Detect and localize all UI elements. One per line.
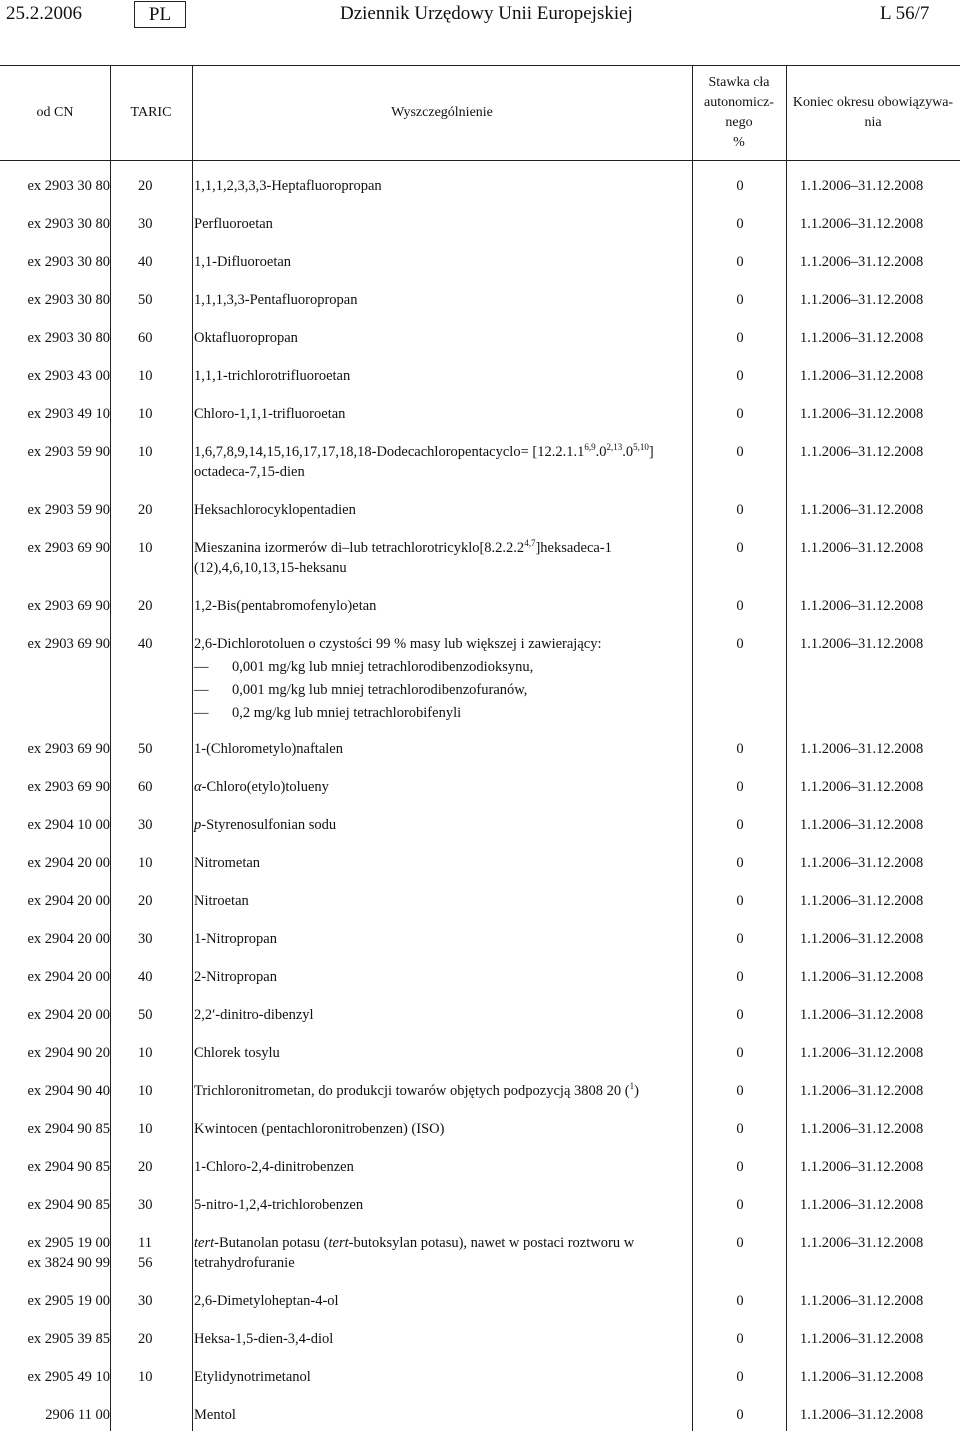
validity-period: 1.1.2006–31.12.2008 [800,292,924,308]
validity-period: 1.1.2006–31.12.2008 [800,406,924,422]
taric-code [138,967,168,987]
publication-date: 25.2.2006 [6,3,82,24]
description-line: Kwintocen (pentachloronitrobenzen) (ISO) [194,1121,445,1137]
description [194,1329,674,1349]
cn-code [0,739,110,759]
header-rate [692,66,786,160]
taric-code [138,538,168,558]
header-description: Wyszczególnienie [391,105,493,120]
description-line: Mieszanina izormerów di–lub tetrachlorotricyklo[8.2.2.2$^{4,7}$]heksadeca-1 [194,538,612,556]
description [194,891,674,911]
header-cn: od CN [36,105,74,120]
description-line: p-Styrenosulfonian sodu [194,817,337,833]
validity-period: 1.1.2006–31.12.2008 [800,1407,924,1423]
description-line: 1,1-Difluoroetan [194,254,292,270]
validity-period: 1.1.2006–31.12.2008 [800,779,924,795]
description [194,853,674,873]
cn-code [0,1081,110,1101]
taric-code [138,1367,168,1387]
superscript: 2,13 [606,442,623,453]
dash-item: — 0,001 mg/kg lub mniej tetrachlorodibenzodioksynu, [194,657,674,677]
taric-code-line: 10 [138,855,153,871]
table-body [0,159,960,1431]
cn-code [0,500,110,520]
superscript: 6,9 [584,442,596,453]
validity-period: 1.1.2006–31.12.2008 [800,444,924,460]
taric-code-line: 10 [138,1121,153,1137]
taric-code-line: 30 [138,817,153,833]
taric-code-line: 60 [138,779,153,795]
cn-code [0,1233,110,1273]
description [194,538,674,578]
language-box: PL [134,1,186,28]
validity-period: 1.1.2006–31.12.2008 [800,893,924,909]
description [194,290,674,310]
taric-code [138,214,168,234]
duty-rate: 0 [736,540,744,556]
validity-period: 1.1.2006–31.12.2008 [800,741,924,757]
validity-period: 1.1.2006–31.12.2008 [800,1293,924,1309]
cn-code-line: ex 2904 90 40 [27,1083,110,1099]
page-header [0,0,960,32]
taric-code-line: 20 [138,893,153,909]
validity-period: 1.1.2006–31.12.2008 [800,969,924,985]
header-end-date [786,66,960,160]
duty-rate: 0 [736,368,744,384]
taric-code [138,853,168,873]
duty-rate: 0 [736,855,744,871]
duty-rate: 0 [736,1159,744,1175]
description [194,214,674,234]
taric-code-line: 40 [138,969,153,985]
header-rate-line: autonomicz- [704,95,774,110]
dash-item: — 0,2 mg/kg lub mniej tetrachlorobifenyli [194,703,674,723]
taric-code-line: 11 [138,1235,152,1251]
validity-period: 1.1.2006–31.12.2008 [800,817,924,833]
description-line: Mentol [194,1407,236,1423]
description [194,596,674,616]
page-number: L 56/7 [880,3,930,24]
validity-period: 1.1.2006–31.12.2008 [800,1007,924,1023]
description [194,252,674,272]
description-line: octadeca-7,15-dien [194,464,305,480]
duty-rate: 0 [736,1007,744,1023]
dash-item: — 0,001 mg/kg lub mniej tetrachlorodibenzofuranów, [194,680,674,700]
taric-code-line: 50 [138,1007,153,1023]
cn-code-line: ex 2905 19 00 [27,1293,110,1309]
taric-code-line: 50 [138,292,153,308]
duty-rate: 0 [736,931,744,947]
taric-code [138,739,168,759]
duty-rate: 0 [736,1083,744,1099]
taric-code-line: 40 [138,636,153,652]
italic-prefix: p [194,817,202,833]
cn-code-line: ex 2903 30 80 [27,216,110,232]
taric-code [138,1195,168,1215]
validity-period: 1.1.2006–31.12.2008 [800,855,924,871]
cn-code [0,366,110,386]
cn-code-line: ex 2903 59 90 [27,444,110,460]
duty-rate: 0 [736,1045,744,1061]
duty-rate: 0 [736,406,744,422]
cn-code [0,176,110,196]
cn-code [0,1157,110,1177]
duty-rate: 0 [736,254,744,270]
header-rate-line: % [733,135,745,150]
header-end-line: nia [864,115,882,130]
taric-code [138,1043,168,1063]
taric-code [138,1329,168,1349]
taric-code-line: 20 [138,598,153,614]
description-line: Chlorek tosylu [194,1045,280,1061]
header-rate-line: nego [725,115,753,130]
validity-period: 1.1.2006–31.12.2008 [800,931,924,947]
description [194,1291,674,1311]
duty-rate: 0 [736,598,744,614]
cn-code [0,1005,110,1025]
journal-title: Dziennik Urzędowy Unii Europejskiej [340,3,633,24]
duty-rate: 0 [736,1235,744,1251]
validity-period: 1.1.2006–31.12.2008 [800,502,924,518]
duty-rate: 0 [736,1369,744,1385]
cn-code [0,1329,110,1349]
description-line: 1,1,1,3,3-Pentafluoropropan [194,292,358,308]
taric-code-line: 20 [138,1331,153,1347]
taric-code-line: 30 [138,216,153,232]
cn-code [0,1119,110,1139]
taric-code [138,929,168,949]
taric-code [138,596,168,616]
cn-code [0,1195,110,1215]
cn-code-line: ex 2904 20 00 [27,893,110,909]
description [194,1195,674,1215]
validity-period: 1.1.2006–31.12.2008 [800,254,924,270]
cn-code [0,1043,110,1063]
description [194,1157,674,1177]
validity-period: 1.1.2006–31.12.2008 [800,636,924,652]
duty-rate: 0 [736,969,744,985]
description-line: 2,6-Dimetyloheptan-4-ol [194,1293,339,1309]
taric-code-line: 10 [138,1045,153,1061]
duty-rate: 0 [736,636,744,652]
taric-code [138,366,168,386]
cn-code-line: ex 2904 20 00 [27,969,110,985]
description [194,1081,674,1101]
column-divider [692,159,693,1431]
taric-code [138,1081,168,1101]
taric-code-line: 56 [138,1255,153,1271]
description [194,777,674,797]
cn-code-line: ex 2904 90 85 [27,1121,110,1137]
description [194,1119,674,1139]
footnote-ref: 1 [629,1081,635,1092]
taric-code-line: 30 [138,1293,153,1309]
taric-code [138,891,168,911]
superscript: 4,7 [524,538,536,549]
cn-code [0,634,110,654]
cn-code-line: ex 2905 19 00 [27,1235,110,1251]
taric-code-line: 40 [138,254,153,270]
validity-period: 1.1.2006–31.12.2008 [800,1235,924,1251]
description-line: 1-(Chlorometylo)naftalen [194,741,343,757]
taric-code-line: 10 [138,444,153,460]
description [194,1233,674,1273]
description-line: Heksachlorocyklopentadien [194,502,356,518]
header-end-line: Koniec okresu obowiązywa- [792,95,954,110]
italic-prefix: tert [328,1235,349,1251]
validity-period: 1.1.2006–31.12.2008 [800,598,924,614]
validity-period: 1.1.2006–31.12.2008 [800,330,924,346]
validity-period: 1.1.2006–31.12.2008 [800,1083,924,1099]
description-line: Heksa-1,5-dien-3,4-diol [194,1331,334,1347]
cn-code [0,777,110,797]
taric-code [138,328,168,348]
cn-code [0,1367,110,1387]
cn-code [0,290,110,310]
description-line: Chloro-1,1,1-trifluoroetan [194,406,346,422]
taric-code-line: 30 [138,1197,153,1213]
taric-code [138,1119,168,1139]
taric-code-line: 60 [138,330,153,346]
description-line: Nitrometan [194,855,261,871]
cn-code-line: ex 2905 39 85 [27,1331,110,1347]
taric-code-line: 10 [138,1083,153,1099]
description-line: tetrahydrofuranie [194,1255,295,1271]
cn-code-line: ex 2903 30 80 [27,292,110,308]
cn-code-line: ex 2903 69 90 [27,598,110,614]
table-header [0,65,960,161]
taric-code-line: 10 [138,406,153,422]
description-line: 5-nitro-1,2,4-trichlorobenzen [194,1197,364,1213]
cn-code-line: ex 2903 69 90 [27,636,110,652]
cn-code-line: ex 2903 43 00 [27,368,110,384]
description [194,815,674,835]
taric-code [138,1005,168,1025]
duty-rate: 0 [736,292,744,308]
validity-period: 1.1.2006–31.12.2008 [800,178,924,194]
description-line: 1-Nitropropan [194,931,277,947]
taric-code [138,176,168,196]
cn-code [0,1405,110,1425]
cn-code-line: ex 2904 90 20 [27,1045,110,1061]
cn-code-line: ex 2904 20 00 [27,931,110,947]
column-divider [192,159,193,1431]
taric-code [138,634,168,654]
validity-period: 1.1.2006–31.12.2008 [800,1331,924,1347]
description-line: 2,6-Dichlorotoluen o czystości 99 % masy lub większej i zawierający: [194,636,602,652]
taric-code [138,1233,168,1273]
cn-code [0,967,110,987]
cn-code-line: ex 2903 69 90 [27,741,110,757]
duty-rate: 0 [736,1331,744,1347]
validity-period: 1.1.2006–31.12.2008 [800,1369,924,1385]
taric-code [138,1157,168,1177]
duty-rate: 0 [736,330,744,346]
taric-code-line: 50 [138,741,153,757]
italic-prefix: tert [194,1235,215,1251]
validity-period: 1.1.2006–31.12.2008 [800,1197,924,1213]
description-line: 2-Nitropropan [194,969,277,985]
duty-rate: 0 [736,178,744,194]
cn-code-line: ex 2903 30 80 [27,254,110,270]
validity-period: 1.1.2006–31.12.2008 [800,540,924,556]
duty-rate: 0 [736,444,744,460]
description-line: Oktafluoropropan [194,330,298,346]
description [194,328,674,348]
taric-code-line: 20 [138,178,153,194]
description-line: 2,2′-dinitro-dibenzyl [194,1007,314,1023]
duty-rate: 0 [736,1197,744,1213]
duty-rate: 0 [736,817,744,833]
description [194,1043,674,1063]
description-line: 1-Chloro-2,4-dinitrobenzen [194,1159,354,1175]
description-line: Nitroetan [194,893,249,909]
taric-code-line: 10 [138,1369,153,1385]
cn-code-line: ex 2903 69 90 [27,540,110,556]
taric-code [138,1291,168,1311]
taric-code [138,442,168,462]
duty-rate: 0 [736,1121,744,1137]
description [194,634,674,723]
description-line: Perfluoroetan [194,216,273,232]
cn-code [0,596,110,616]
cn-code-line: ex 2904 90 85 [27,1159,110,1175]
taric-code [138,815,168,835]
duty-rate: 0 [736,779,744,795]
description [194,1367,674,1387]
taric-code [138,404,168,424]
superscript: 5,10 [633,442,649,453]
cn-code [0,538,110,558]
cn-code-line: ex 2903 69 90 [27,779,110,795]
cn-code-line: ex 2904 20 00 [27,1007,110,1023]
cn-code-line: ex 2903 59 90 [27,502,110,518]
duty-rate: 0 [736,741,744,757]
taric-code [138,290,168,310]
cn-code [0,891,110,911]
cn-code-line: ex 2903 30 80 [27,178,110,194]
cn-code [0,328,110,348]
taric-code [138,252,168,272]
taric-code-line: 30 [138,931,153,947]
header-rate-line: Stawka cła [708,75,770,90]
column-divider [786,159,787,1431]
cn-code-line: ex 2903 49 10 [27,406,110,422]
taric-code-line: 10 [138,368,153,384]
cn-code-line: ex 2904 90 85 [27,1197,110,1213]
validity-period: 1.1.2006–31.12.2008 [800,1045,924,1061]
validity-period: 1.1.2006–31.12.2008 [800,1159,924,1175]
cn-code-line: ex 3824 90 99 [27,1255,110,1271]
taric-code-line: 10 [138,540,153,556]
cn-code-line: ex 2905 49 10 [27,1369,110,1385]
description-line: 1,1,1,2,3,3,3-Heptafluoropropan [194,178,382,194]
cn-code [0,214,110,234]
description-line: 1,6,7,8,9,14,15,16,17,17,18,18-Dodecachloropentacyclo= $[12.2.1.1^{6,9}.0^{2,13}.0^{5,10}]$ [194,442,654,460]
duty-rate: 0 [736,893,744,909]
taric-code-line: 20 [138,1159,153,1175]
description-line: 1,2-Bis(pentabromofenylo)etan [194,598,377,614]
header-taric: TARIC [130,105,172,120]
taric-code [138,777,168,797]
description-line: (12),4,6,10,13,15-heksanu [194,560,347,576]
cn-code [0,815,110,835]
description [194,1005,674,1025]
description-line: 1,1,1-trichlorotrifluoroetan [194,368,351,384]
duty-rate: 0 [736,216,744,232]
taric-code-line: 20 [138,502,153,518]
cn-code [0,929,110,949]
cn-code [0,252,110,272]
description [194,1405,674,1425]
validity-period: 1.1.2006–31.12.2008 [800,1121,924,1137]
description [194,929,674,949]
cn-code [0,853,110,873]
cn-code-line: ex 2904 20 00 [27,855,110,871]
description-line: α-Chloro(etylo)tolueny [194,779,329,795]
cn-code [0,442,110,462]
validity-period: 1.1.2006–31.12.2008 [800,216,924,232]
description-line: Etylidynotrimetanol [194,1369,311,1385]
cn-code [0,1291,110,1311]
column-divider [110,159,111,1431]
description [194,442,674,482]
duty-rate: 0 [736,1407,744,1423]
description [194,739,674,759]
cn-code-line: ex 2904 10 00 [27,817,110,833]
duty-rate: 0 [736,502,744,518]
taric-code [138,500,168,520]
validity-period: 1.1.2006–31.12.2008 [800,368,924,384]
description [194,366,674,386]
description [194,176,674,196]
description [194,404,674,424]
description-line: Trichloronitrometan, do produkcji towarów objętych podpozycją 3808 20 ($^1$) [194,1081,639,1099]
cn-code-line: 2906 11 00 [45,1407,110,1423]
italic-prefix: α [194,779,202,795]
cn-code [0,404,110,424]
description [194,967,674,987]
cn-code-line: ex 2903 30 80 [27,330,110,346]
description-line: tert-Butanolan potasu (tert-butoksylan potasu), nawet w postaci roztworu w [194,1235,635,1251]
duty-rate: 0 [736,1293,744,1309]
description [194,500,674,520]
